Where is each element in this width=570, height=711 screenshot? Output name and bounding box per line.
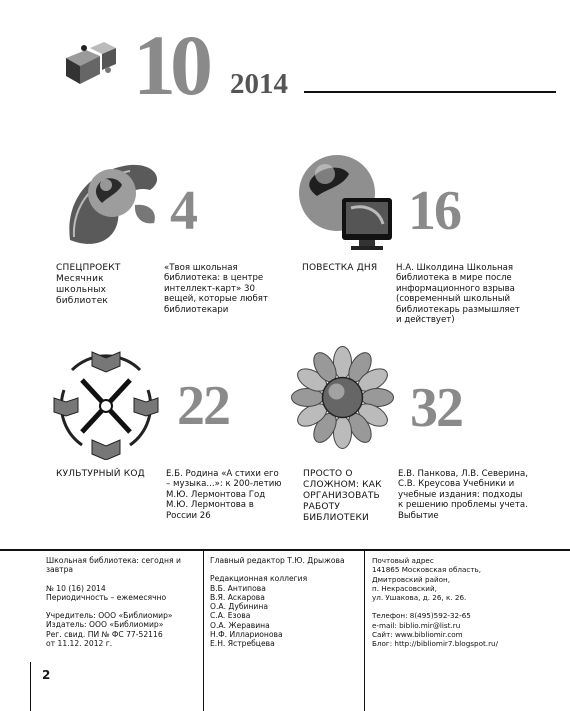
footer-text-line: Издатель: ООО «Библиомир» [46,620,164,630]
website-link[interactable]: Сайт: www.bibliomir.com [372,630,463,640]
section-4-page-number: 32 [410,377,462,439]
blog-link[interactable]: Блог: http://bibliomir7.blogspot.ru/ [372,639,499,649]
footer-text-line: С.А. Езова [210,611,251,621]
section-3-description: Е.Б. Родина «А стихи его – музыка...»: к 200-летию М.Ю. Лермонтова Год М.Ю. Лермонтова в России 26 [166,469,282,521]
section-3-page-number: 22 [177,375,229,437]
footer-text-line: В.Б. Антипова [210,583,266,593]
footer-text-line: О.А. Жеравина [210,620,270,630]
section-2-description: Н.А. Школдина Школьная библиотека в мире после информационного взрыва (современный школьный библиотекарь размышляет и действует) [396,263,520,326]
header-rule [304,91,556,93]
footer-text-line: ул. Ушакова, д. 26, к. 26. [372,593,467,603]
section-1-description: «Твоя школьная библиотека: в центре интеллект-карт» 30 вещей, которые любят библиотекари [164,263,268,315]
section-2-page-number: 16 [408,180,460,242]
section-1-page-number: 4 [170,180,198,242]
issue-number: 10 [133,17,207,113]
footer-publication-info [46,556,198,648]
footer-text-line: Главный редактор Т.Ю. Дрыжова [210,556,345,565]
footer-text-line: Школьная библиотека: сегодня и завтра [46,556,181,575]
footer-text-line: О.А. Дубинина [210,602,268,612]
page-number-divider [30,662,31,711]
page-number: 2 [42,668,51,682]
footer-text-line: Е.Н. Ястребцева [210,639,275,649]
footer-text-line: Редакционная коллегия [210,574,308,584]
footer-divider-1 [203,549,204,711]
footer-text-line: № 10 (16) 2014 [46,583,106,593]
footer-rule [0,549,570,551]
footer-text-line: Телефон: 8(495)592-32-65 [372,611,471,621]
globe-leaf-icon [60,145,170,260]
footer-text-line: Учредитель: ООО «Библиомир» [46,611,173,621]
footer-text-line: Н.Ф. Илларионова [210,630,283,640]
section-2-label: ПОВЕСТКА ДНЯ [302,263,378,273]
footer-text-line: Рег. свид. ПИ № ФС 77-52116 [46,629,163,639]
flower-highlight [329,384,345,400]
footer-text-line: Дмитровский район, [372,574,451,584]
globe-monitor-icon [287,148,407,258]
section-3-label: КУЛЬТУРНЫЙ КОД [56,469,145,479]
footer-text-line: 141865 Московская область, [372,565,482,575]
footer-text-line: Периодичность – ежемесячно [46,592,167,602]
footer-contacts [372,556,562,649]
puzzle-cube-icon [60,40,120,90]
flower-icon [290,345,395,450]
books-quills-icon [52,350,160,460]
footer-text-line: Почтовый адрес [372,556,434,565]
issue-year: 2014 [230,68,288,100]
flower-center [323,378,363,418]
footer-editorial-board [210,556,360,649]
footer-text-line: В.Я. Аскарова [210,592,265,602]
section-4-label: ПРОСТО О СЛОЖНОМ: КАК ОРГАНИЗОВАТЬ РАБОТУ БИБЛИОТЕКИ [303,469,382,523]
email-link[interactable]: e-mail: biblio.mir@list.ru [372,620,461,630]
footer-text-line: п. Некрасовский, [372,583,437,593]
section-1-label: СПЕЦПРОЕКТ Месячник школьных библиотек [56,263,121,306]
footer-divider-2 [364,549,365,711]
section-4-description: Е.В. Панкова, Л.В. Северина, С.В. Креусова Учебники и учебные издания: подходы к решению проблемы учета. Выбытие [398,469,528,521]
footer-text-line: от 11.12. 2012 г. [46,639,113,649]
